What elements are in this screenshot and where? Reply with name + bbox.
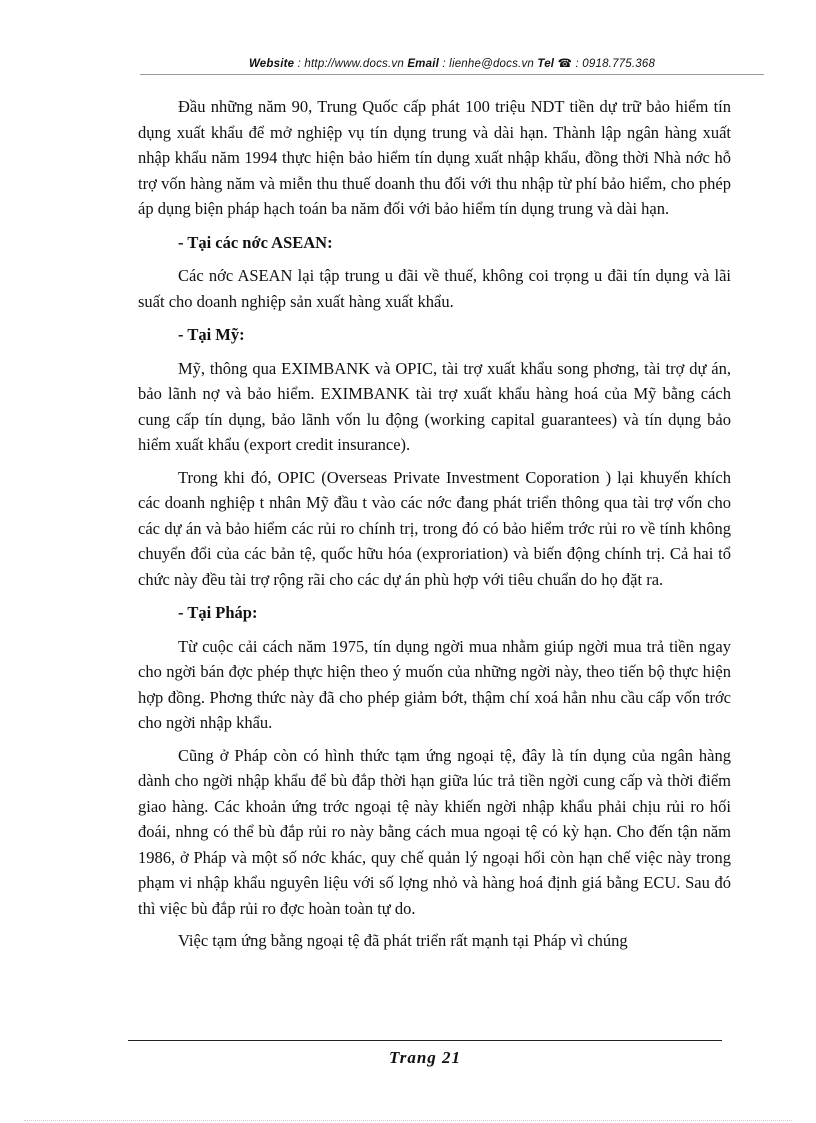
paragraph-france-advance: Cũng ở Pháp còn có hình thức tạm ứng ngoại tệ, đây là tín dụng của ngân hàng dành cho ngời nhập khẩu để bù đắp thời hạn giữa lúc trả tiền ngời cung cấp và thời điểm giao hàng. Các khoản ứng trớc ngoại tệ này khiến ngời nhập khẩu phải chịu rủi ro hối đoái, nhng có thể bù đắp rủi ro này bằng cách mua ngoại tệ có kỳ hạn. Cho đến tận năm 1986, ở Pháp và một số nớc khác, quy chế quản lý ngoại hối còn hạn chế việc này trong phạm vi nhập khẩu nguyên liệu với số lợng nhỏ và hàng hoá định giá bằng ECU. Sau đó thì việc bù đắp rủi ro đợc hoàn toàn tự do.: [138, 745, 731, 918]
phone-number: ☎ : 0918.775.368: [554, 58, 656, 70]
website-url[interactable]: : http://www.docs.vn: [294, 58, 408, 70]
heading-france: - Tại Pháp:: [178, 603, 258, 622]
paragraph-france-credit: Từ cuộc cải cách năm 1975, tín dụng ngời mua nhằm giúp ngời mua trả tiền ngay cho ngời bán đợc phép thực hiện theo ý muốn của những ngời này, theo tiến bộ thực hiện hợp đồng. Phơng thức này đã cho phép giảm bớt, thậm chí xoá hẳn nhu cầu cấp vốn trớc cho ngời nhập khẩu.: [138, 636, 731, 732]
heading-usa: - Tại Mỹ:: [178, 325, 245, 344]
heading-asean: - Tại các nớc ASEAN:: [178, 232, 333, 252]
paragraph-eximbank: Mỹ, thông qua EXIMBANK và OPIC, tài trợ xuất khẩu song phơng, tài trợ dự án, bảo lãnh nợ và bảo hiểm. EXIMBANK tài trợ xuất khẩu hàng hoá của Mỹ bằng cách cung cấp tín dụng, bảo lãnh vốn lu động (working capital guarantees) và tín dụng bảo hiểm xuất khẩu (export credit insurance).: [138, 358, 731, 454]
page-edge-divider: [24, 1120, 792, 1121]
page-number: Trang 21: [388, 1048, 462, 1067]
paragraph-asean: Các nớc ASEAN lại tập trung u đãi về thuế, không coi trọng u đãi tín dụng và lãi suất cho doanh nghiệp sản xuất hàng xuất khẩu.: [138, 266, 731, 311]
paragraph-france-continued: Việc tạm ứng bằng ngoại tệ đã phát triển rất mạnh tại Pháp vì chúng: [178, 931, 628, 950]
header-rule: [140, 74, 764, 75]
page-header: [140, 56, 764, 70]
tel-label: Tel: [537, 58, 555, 70]
email-label: Email: [407, 58, 439, 70]
paragraph-china: Đầu những năm 90, Trung Quốc cấp phát 100 triệu NDT tiền dự trữ bảo hiểm tín dụng xuất khẩu để mở nghiệp vụ tín dụng trung và dài hạn. Thành lập ngân hàng xuất nhập khẩu năm 1994 thực hiện bảo hiểm tín dụng xuất nhập khẩu, đồng thời Nhà nớc hỗ trợ vốn hàng năm và miễn thu thuế doanh thu đối với thu nhập từ phí bảo hiểm, cho phép áp dụng biện pháp hạch toán ba năm đối với bảo hiểm tín dụng trung và dài hạn.: [138, 97, 731, 218]
website-label: Website: [248, 58, 295, 70]
document-body: [138, 94, 731, 954]
paragraph-opic: Trong khi đó, OPIC (Overseas Private Investment Coporation ) lại khuyến khích các doanh nghiệp t nhân Mỹ đầu t vào các nớc đang phát triển thông qua tài trợ vốn cho các dự án và bảo hiểm các rủi ro chính trị, trong đó có bảo hiểm trớc rủi ro về tính không chuyển đổi của các bản tệ, quốc hữu hóa (exproriation) và biến động chính trị. Cả hai tổ chức này đều tài trợ rộng rãi cho các dự án phù hợp với tiêu chuẩn do họ đặt ra.: [138, 467, 731, 589]
email-address[interactable]: : lienhe@docs.vn: [439, 58, 538, 70]
footer-rule: [128, 1040, 722, 1041]
